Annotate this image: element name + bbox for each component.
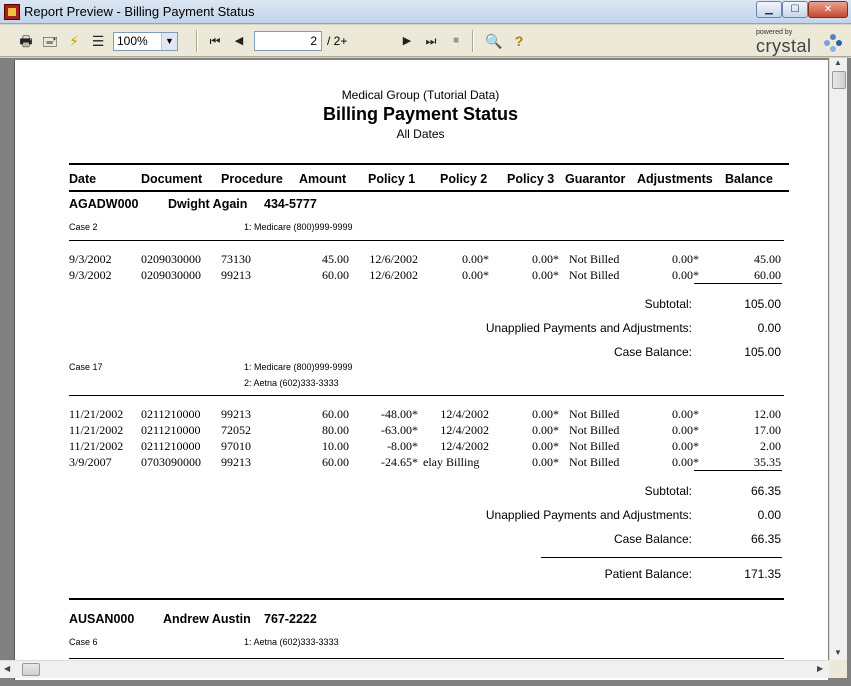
insurer-line: 2: Aetna (602)333-3333: [244, 378, 339, 388]
toolbar: [0, 25, 851, 57]
patient-name: Dwight Again: [168, 197, 248, 211]
case-balance-value: 105.00: [744, 345, 781, 359]
table-cell: 0211210000: [141, 439, 201, 453]
table-cell: 80.00: [322, 423, 349, 437]
table-cell: 0.00*: [672, 423, 699, 437]
horizontal-scrollbar[interactable]: [0, 660, 829, 678]
table-cell: 99213: [221, 407, 251, 421]
unapplied-value: 0.00: [757, 508, 781, 522]
rule-line: [69, 658, 784, 659]
stop-icon[interactable]: ■: [452, 35, 460, 46]
table-cell: 9/3/2002: [69, 268, 112, 282]
table-cell: -48.00*: [381, 407, 418, 421]
unapplied-label: Unapplied Payments and Adjustments:: [485, 508, 692, 522]
table-cell: -63.00*: [381, 423, 418, 437]
table-cell: 35.35: [754, 455, 781, 469]
print-icon[interactable]: 🖶: [19, 33, 33, 49]
table-cell: 0.00*: [532, 423, 559, 437]
table-cell: 97010: [221, 439, 251, 453]
table-cell: 72052: [221, 423, 251, 437]
table-cell: 60.00: [322, 407, 349, 421]
table-cell: 12/4/2002: [440, 407, 489, 421]
first-page-icon[interactable]: ⏮: [209, 34, 221, 48]
column-header: Policy 2: [440, 172, 488, 186]
table-cell: 0.00*: [532, 268, 559, 282]
rule-line: [541, 557, 782, 558]
table-cell: 12/4/2002: [440, 423, 489, 437]
help-icon[interactable]: ?: [514, 33, 524, 49]
scrollbar-corner: [829, 660, 847, 678]
report-page: [14, 60, 828, 680]
table-cell: 3/9/2007: [69, 455, 112, 469]
brand-name: crystal: [756, 36, 812, 56]
patient-balance-label: Patient Balance:: [604, 567, 692, 581]
maximize-button[interactable]: ☐: [782, 1, 808, 18]
case-balance-label: Case Balance:: [613, 345, 692, 359]
table-cell: 0.00*: [672, 439, 699, 453]
table-cell: 0.00*: [672, 407, 699, 421]
table-cell: 0209030000: [141, 268, 201, 282]
patient-phone: 767-2222: [264, 612, 317, 626]
column-header: Date: [69, 172, 97, 186]
brand-tagline: powered by: [756, 29, 793, 36]
table-cell: Not Billed: [569, 455, 620, 469]
next-page-icon[interactable]: ▶: [402, 35, 412, 47]
table-cell: Not Billed: [569, 268, 620, 282]
scroll-right-icon[interactable]: ▶: [817, 664, 824, 673]
page-number-input[interactable]: 2: [254, 31, 322, 51]
column-header: Policy 3: [507, 172, 555, 186]
rule-line: [69, 395, 784, 396]
case-label: Case 17: [69, 362, 103, 372]
search-icon[interactable]: 🔍: [485, 33, 503, 49]
column-header: Balance: [725, 172, 773, 186]
case-label: Case 6: [69, 637, 98, 647]
column-header: Adjustments: [637, 172, 713, 186]
toolbar-separator: [196, 30, 198, 52]
refresh-icon[interactable]: ⚡: [69, 33, 79, 49]
scroll-up-icon[interactable]: ▲: [834, 58, 842, 67]
table-cell: 0.00*: [672, 252, 699, 266]
zoom-value: 100%: [117, 34, 148, 48]
close-button[interactable]: ✕: [808, 1, 848, 18]
chevron-down-icon[interactable]: ▼: [161, 33, 177, 50]
table-cell: 0.00*: [672, 455, 699, 469]
table-cell: 12/6/2002: [369, 252, 418, 266]
table-cell: 17.00: [754, 423, 781, 437]
table-cell: 0.00*: [462, 252, 489, 266]
rule-line: [694, 470, 782, 471]
table-cell: 0.00*: [532, 252, 559, 266]
table-cell: 99213: [221, 455, 251, 469]
patient-id: AUSAN000: [69, 612, 135, 626]
subtotal-label: Subtotal:: [644, 484, 692, 498]
page-total: / 2+: [327, 34, 348, 48]
table-cell: Not Billed: [569, 407, 620, 421]
table-cell: 73130: [221, 252, 251, 266]
toolbar-separator: [472, 30, 474, 52]
table-cell: -24.65*: [381, 455, 418, 469]
table-cell: 11/21/2002: [69, 439, 124, 453]
subtotal-label: Subtotal:: [644, 297, 692, 311]
table-cell: 0703090000: [141, 455, 201, 469]
title-bar: [0, 0, 851, 24]
table-cell: Not Billed: [569, 252, 620, 266]
previous-page-icon[interactable]: ◀: [234, 35, 244, 47]
table-cell: 10.00: [322, 439, 349, 453]
table-cell: 0211210000: [141, 407, 201, 421]
report-title: Billing Payment Status: [322, 104, 519, 124]
table-cell: elay Billing: [423, 455, 480, 469]
table-cell: 0209030000: [141, 252, 201, 266]
table-cell: 9/3/2002: [69, 252, 112, 266]
patient-balance-value: 171.35: [744, 567, 781, 581]
table-cell: 0.00*: [462, 268, 489, 282]
table-cell: 0.00*: [532, 407, 559, 421]
patient-name: Andrew Austin: [163, 612, 251, 626]
table-cell: 45.00: [322, 252, 349, 266]
column-header: Guarantor: [565, 172, 626, 186]
table-cell: 60.00: [322, 268, 349, 282]
patient-phone: 434-5777: [264, 197, 317, 211]
vertical-scrollbar[interactable]: [829, 58, 847, 660]
insurer-line: 1: Medicare (800)999-9999: [244, 362, 353, 372]
export-icon[interactable]: 🖃: [41, 33, 59, 49]
rule-line: [69, 240, 784, 241]
table-cell: 60.00: [754, 268, 781, 282]
table-cell: -8.00*: [387, 439, 418, 453]
unapplied-value: 0.00: [757, 321, 781, 335]
vertical-scroll-thumb[interactable]: [832, 71, 846, 89]
table-cell: 2.00: [760, 439, 781, 453]
unapplied-label: Unapplied Payments and Adjustments:: [485, 321, 692, 335]
table-cell: Not Billed: [569, 439, 620, 453]
case-balance-value: 66.35: [750, 532, 781, 546]
subtotal-value: 66.35: [750, 484, 781, 498]
crystal-logo-icon: [824, 34, 842, 52]
window-title: Report Preview - Billing Payment Status: [24, 4, 255, 19]
insurer-line: 1: Medicare (800)999-9999: [244, 222, 353, 232]
table-cell: 0.00*: [532, 439, 559, 453]
table-cell: 45.00: [754, 252, 781, 266]
table-cell: 11/21/2002: [69, 423, 124, 437]
scroll-left-icon[interactable]: ◀: [4, 664, 11, 673]
insurer-line: 1: Aetna (602)333-3333: [244, 637, 339, 647]
table-cell: 0.00*: [532, 455, 559, 469]
last-page-icon[interactable]: ⏭: [425, 34, 437, 48]
patient-id: AGADW000: [69, 197, 139, 211]
rule-line: [69, 163, 789, 165]
table-cell: 60.00: [322, 455, 349, 469]
table-cell: 99213: [221, 268, 251, 282]
table-cell: 12/6/2002: [369, 268, 418, 282]
rule-line: [69, 598, 784, 600]
table-cell: 0211210000: [141, 423, 201, 437]
crystal-logo: [752, 28, 846, 54]
app-icon: [4, 4, 20, 20]
case-label: Case 2: [69, 222, 98, 232]
rule-line: [69, 190, 789, 192]
column-header: Policy 1: [368, 172, 416, 186]
column-header: Document: [141, 172, 203, 186]
subtotal-value: 105.00: [744, 297, 781, 311]
table-cell: 12/4/2002: [440, 439, 489, 453]
rule-line: [694, 283, 782, 284]
minimize-button[interactable]: ▁: [756, 1, 782, 18]
report-company: Medical Group (Tutorial Data): [341, 88, 500, 102]
table-cell: Not Billed: [569, 423, 620, 437]
horizontal-scroll-thumb[interactable]: [22, 663, 40, 676]
zoom-select[interactable]: [113, 32, 178, 51]
case-balance-label: Case Balance:: [613, 532, 692, 546]
table-cell: 11/21/2002: [69, 407, 124, 421]
column-header: Procedure: [221, 172, 283, 186]
group-tree-icon[interactable]: ☰: [91, 33, 105, 49]
column-header: Amount: [299, 172, 347, 186]
report-subtitle: All Dates: [396, 127, 445, 141]
table-cell: 12.00: [754, 407, 781, 421]
scroll-down-icon[interactable]: ▼: [834, 648, 842, 657]
table-cell: 0.00*: [672, 268, 699, 282]
